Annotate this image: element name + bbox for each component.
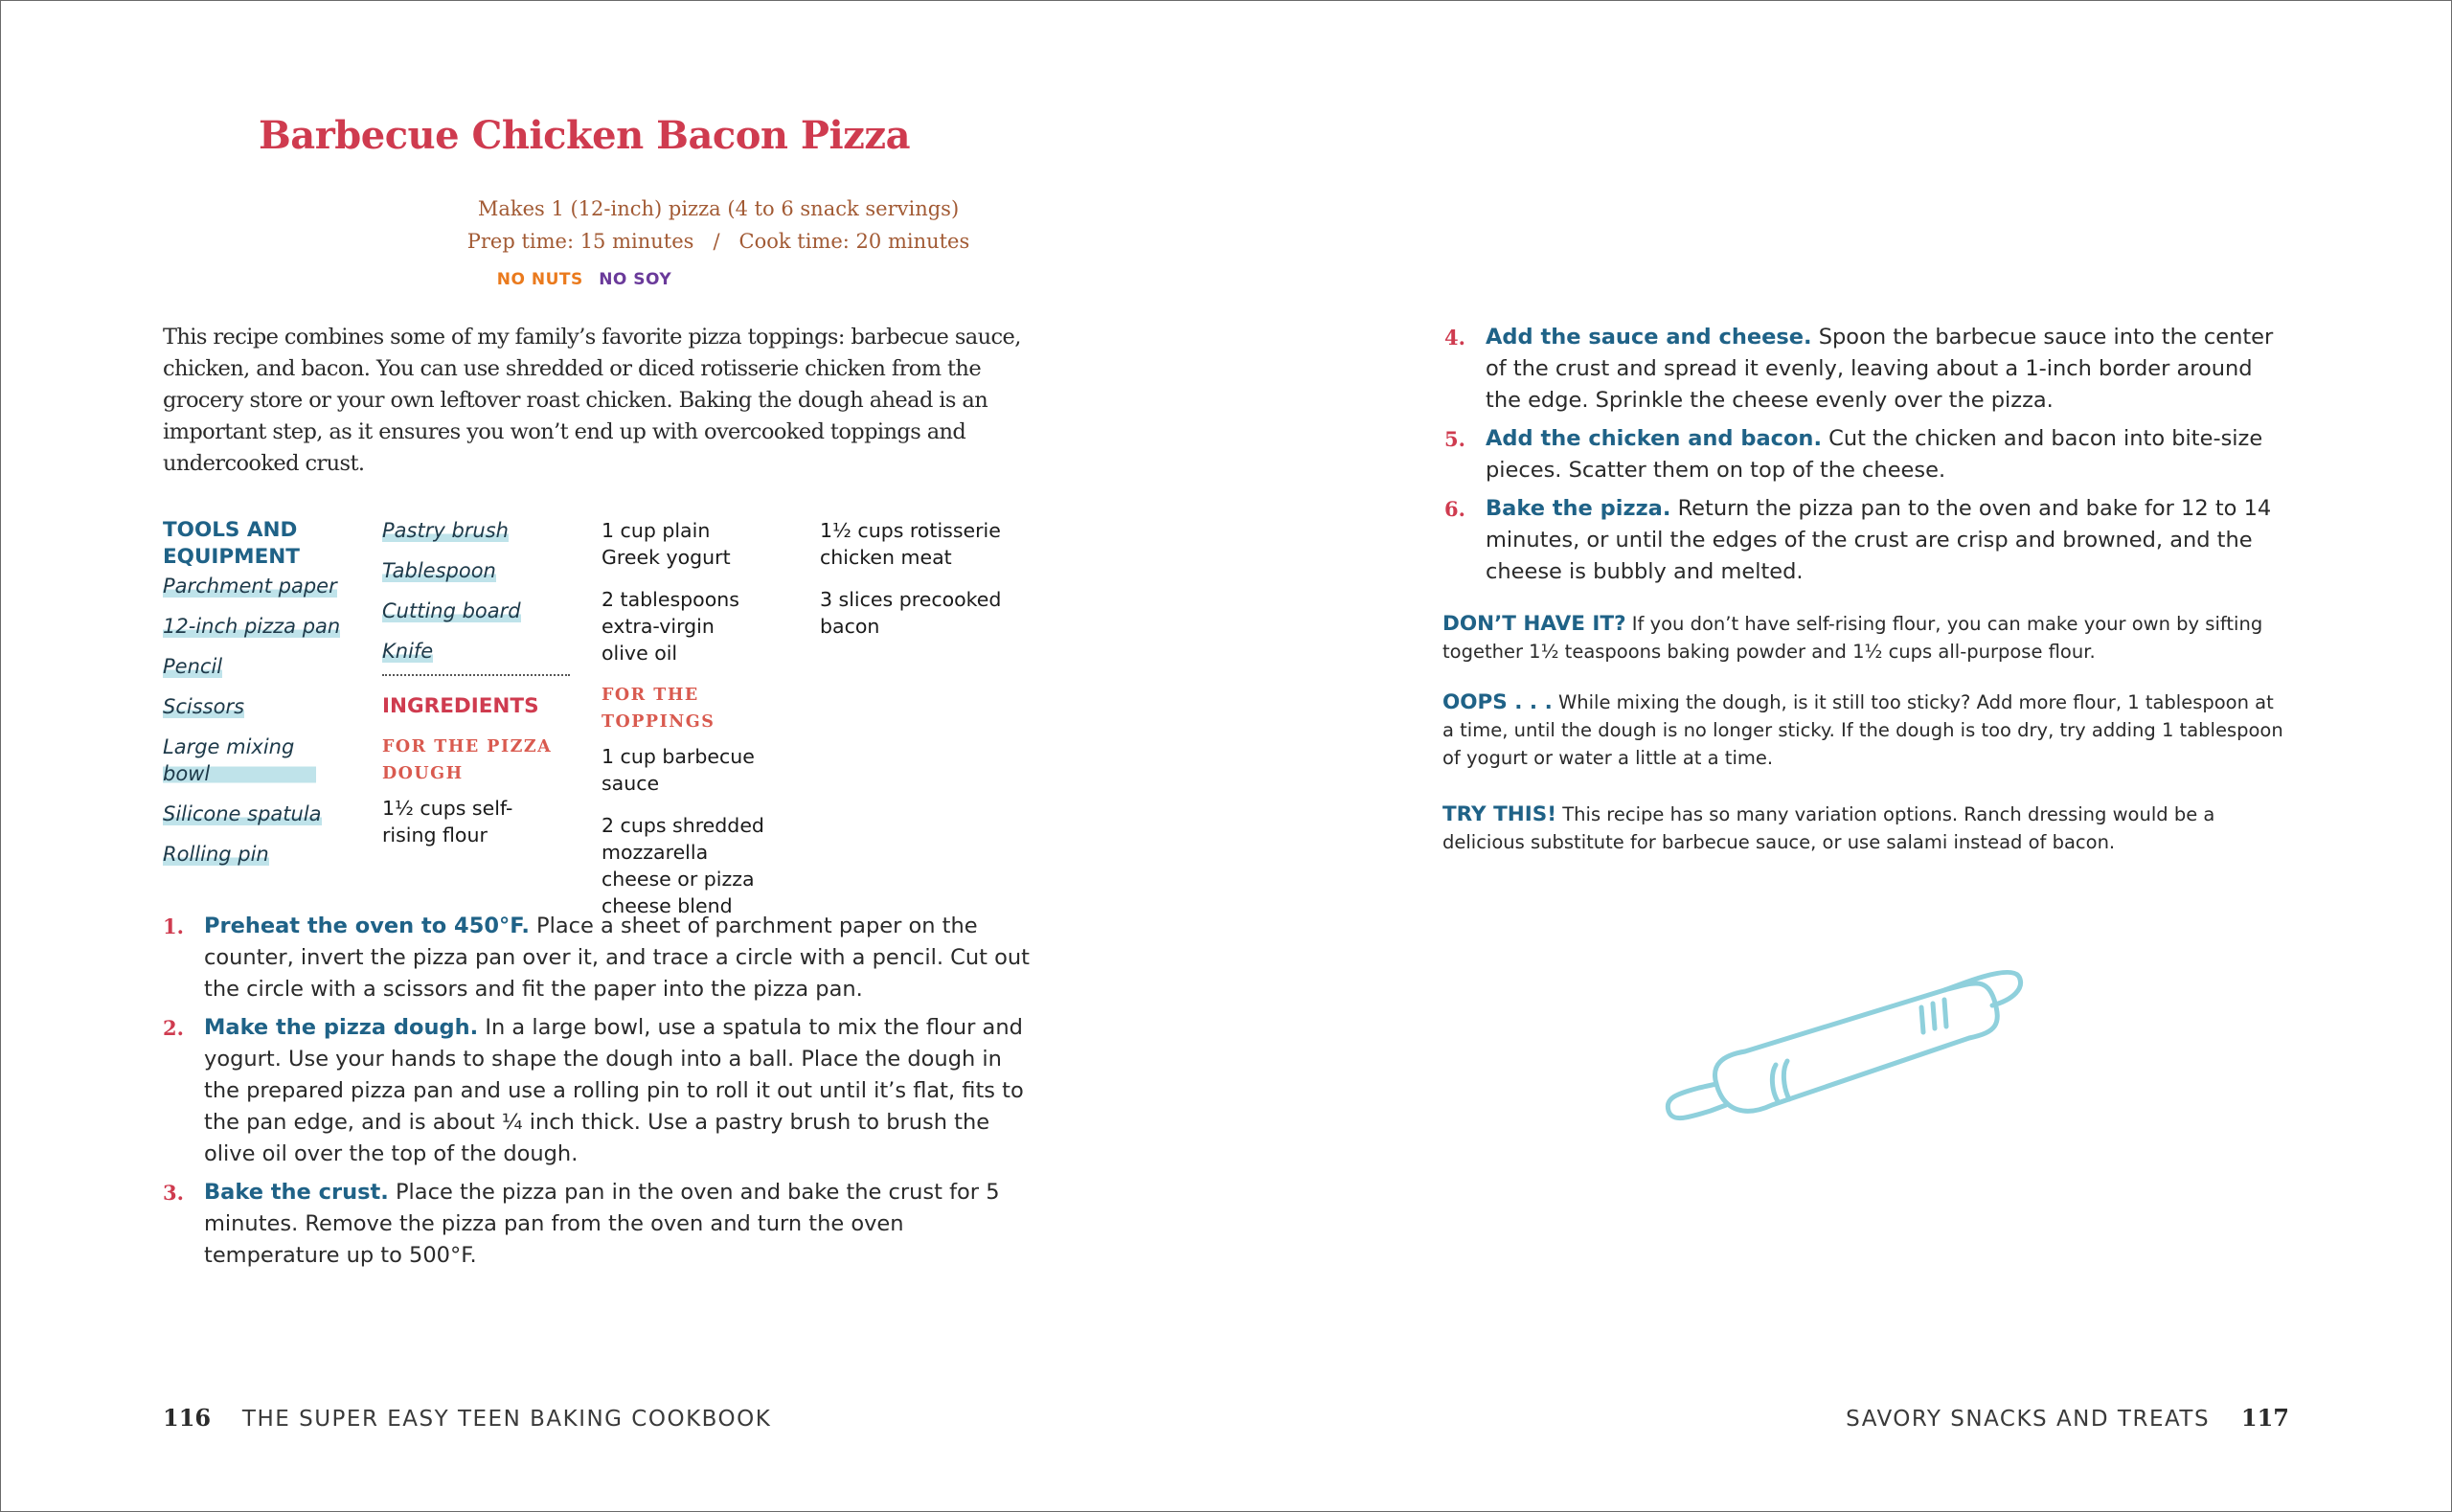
recipe-times: Prep time: 15 minutes / Cook time: 20 minutes (466, 230, 970, 253)
tool-item: 12-inch pizza pan (163, 615, 341, 638)
tool-item: Pencil (163, 655, 223, 678)
step-item (163, 1012, 1030, 1170)
dough-subheading: FOR THE PIZZA DOUGH (382, 737, 553, 783)
step-number: 3. (163, 1181, 184, 1205)
tip-oops (1442, 688, 2285, 772)
step-text: In a large bowl, use a spatula to mix the flour and yogurt. Use your hands to shape the dough into a ball. Place the dough in the prepared pizza pan and use a rolling pin to roll it out until it’s flat, fits to the pan edge, and is about ¼ inch thick. Use a pastry brush to brush the olive oil over the top of the dough. (204, 1015, 1024, 1166)
tip-text: While mixing the dough, is it still too sticky? Add more flour, 1 tablespoon at a time, until the dough is no longer sticky. If the dough is too dry, try adding 1 tablespoon of yogurt or water a little at a time. (1442, 691, 2283, 769)
step-item (1444, 322, 2278, 417)
step-number: 6. (1444, 497, 1465, 521)
ingredient-item: 1½ cups self-rising flour (382, 797, 513, 846)
step-text: Place a sheet of parchment paper on the counter, invert the pizza pan over it, and trace a circle with a pencil. Cut out the circle with a scissors and fit the paper into the pizza pan. (204, 914, 1030, 1002)
recipe-title: Barbecue Chicken Bacon Pizza (258, 113, 911, 158)
step-number: 1. (163, 914, 184, 938)
step-text: Spoon the barbecue sauce into the center of the crust and spread it evenly, leaving about a 1-inch border around the edge. Sprinkle the cheese evenly over the pizza. (1486, 325, 2274, 413)
ingredient-item: 1 cup barbecue sauce (602, 745, 755, 795)
tip-lead: TRY THIS! (1442, 802, 1557, 826)
step-lead: Make the pizza dough. (204, 1015, 479, 1040)
tag-no-soy: NO SOY (599, 270, 672, 289)
tools-heading: TOOLS AND EQUIPMENT (163, 518, 300, 569)
tag-no-nuts: NO NUTS (496, 270, 583, 289)
tool-item: Large mixing bowl (163, 733, 316, 787)
ingredients-heading: INGREDIENTS (382, 694, 539, 718)
step-item (1444, 423, 2278, 486)
recipe-intro: This recipe combines some of my family’s favorite pizza toppings: barbecue sauce, chicken, and bacon. You can use shredded or diced rotisserie chicken from the grocery store or your own leftover roast chicken. Baking the dough ahead is an important step, as it ensures you won’t end up with overcooked toppings and undercooked crust. (163, 325, 1021, 476)
step-item (1444, 493, 2278, 588)
step-text: Place the pizza pan in the oven and bake the crust for 5 minutes. Remove the pizza pan from the oven and turn the oven temperature up to 500°F. (204, 1180, 1000, 1268)
tip-lead: DON’T HAVE IT? (1442, 612, 1626, 636)
tip-lead: OOPS . . . (1442, 690, 1553, 714)
step-text: Return the pizza pan to the oven and bake for 12 to 14 minutes, or until the edges of the crust are crisp and browned, and the cheese is bubbly and melted. (1486, 496, 2272, 584)
ingredient-item: 2 cups shredded mozzarella cheese or pizza cheese blend (602, 814, 764, 917)
ingredient-item: 1½ cups rotisserie chicken meat (820, 519, 1001, 569)
running-title-left: THE SUPER EASY TEEN BAKING COOKBOOK (241, 1407, 772, 1432)
tip-text: If you don’t have self-rising flour, you can make your own by sifting together 1½ teaspoons baking powder and 1½ cups all-purpose flour. (1442, 613, 2263, 663)
ingredients-column-2 (820, 517, 1031, 655)
tool-item: Pastry brush (382, 519, 509, 542)
recipe-yield: Makes 1 (12-inch) pizza (4 to 6 snack servings) (477, 197, 960, 220)
ingredient-item: 3 slices precooked bacon (820, 588, 1002, 638)
step-lead: Bake the crust. (204, 1180, 389, 1205)
step-item (163, 911, 1030, 1005)
ingredient-item: 2 tablespoons extra-virgin olive oil (602, 588, 739, 665)
tool-item: Tablespoon (382, 559, 496, 582)
tool-item: Parchment paper (163, 575, 337, 598)
footer-right (1846, 1404, 2289, 1432)
steps-left (163, 911, 1030, 1278)
step-number: 4. (1444, 326, 1465, 350)
step-lead: Add the sauce and cheese. (1486, 325, 1812, 350)
step-lead: Bake the pizza. (1486, 496, 1671, 521)
tool-item: Rolling pin (163, 843, 269, 866)
page-number-left: 116 (163, 1404, 212, 1432)
step-number: 5. (1444, 427, 1465, 451)
tip-dont-have-it (1442, 610, 2285, 666)
tip-try-this (1442, 801, 2285, 856)
running-title-right: SAVORY SNACKS AND TREATS (1846, 1407, 2211, 1432)
rolling-pin-icon (1657, 958, 2107, 1130)
tool-item: Cutting board (382, 599, 521, 622)
toppings-subheading: FOR THE TOPPINGS (602, 686, 715, 732)
diet-tags (0, 270, 1169, 289)
tool-item: Knife (382, 640, 434, 663)
ingredient-item: 1 cup plain Greek yogurt (602, 519, 731, 569)
step-lead: Add the chicken and bacon. (1486, 426, 1822, 451)
step-item (163, 1177, 1030, 1272)
section-divider (382, 674, 570, 676)
step-lead: Preheat the oven to 450°F. (204, 914, 530, 938)
footer-left (163, 1404, 771, 1432)
tool-item: Silicone spatula (163, 802, 322, 825)
tip-text: This recipe has so many variation options. Ranch dressing would be a delicious substitute for barbecue sauce, or use salami instead of bacon. (1442, 803, 2215, 853)
ingredients-column-1 (602, 517, 803, 935)
tool-item: Scissors (163, 695, 245, 718)
step-text: Cut the chicken and bacon into bite-size pieces. Scatter them on top of the cheese. (1486, 426, 2263, 483)
page-number-right: 117 (2240, 1404, 2289, 1432)
step-number: 2. (163, 1016, 184, 1040)
tools-column-2 (382, 517, 583, 864)
steps-right (1444, 322, 2278, 595)
tools-column-1 (163, 517, 364, 881)
